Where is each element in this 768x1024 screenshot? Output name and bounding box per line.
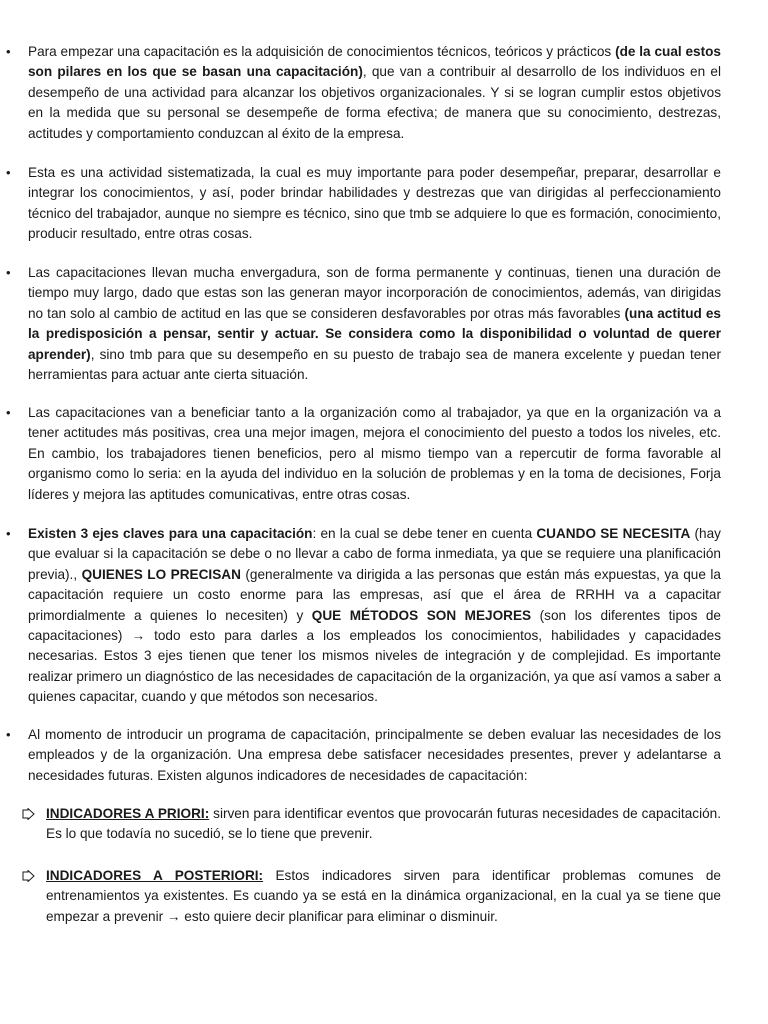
paragraph-text: (son los diferentes tipos de capacitaciones) → todo esto para darles a los empleados los conocimientos, habilidades y capacidades necesarias. Estos 3 ejes tienen que tener los mismos niveles de integración y de complejidad. Es importante realizar primero un diagnóstico de las necesidades de capacitación de la organización, ya que así vamos a saber a quienes capacitar, cuando y que métodos son necesarios.: [28, 607, 721, 705]
paragraph-text: (hay que evaluar si la capacitación se debe o no llevar a cabo de forma inmediata, ya que se requiere una planificación previa).,: [28, 526, 721, 582]
pointing-arrow-icon: [22, 808, 35, 820]
indicator-title: INDICADORES A PRIORI:: [46, 806, 210, 821]
paragraph-bold-text: (una actitud es la predisposición a pensar, sentir y actuar. Se considera como la disponibilidad o voluntad de querer aprender): [28, 305, 721, 362]
indicator-item-a-posteriori: [46, 866, 721, 927]
bullet-dot: •: [6, 405, 11, 420]
bullet-paragraph-6: [6, 725, 721, 786]
paragraph-text: Al momento de introducir un programa de capacitación, principalmente se deben evaluar las necesidades de los empleados y de la organización. Una empresa debe satisfacer necesidades presentes, prever y adelantarse a necesidades futuras. Existen algunos indicadores de necesidades de capacitación:: [28, 727, 721, 783]
bullet-dot: •: [6, 44, 11, 59]
paragraph-text: Las capacitaciones van a beneficiar tanto a la organización como al trabajador, ya que en la organización va a tener actitudes más positivas, crea una mejor imagen, mejora el conocimiento del puesto a todos los niveles, etc. En cambio, los trabajadores tienen beneficios, pero al mismo tiempo van a repercutir de forma favorable al organismo como lo seria: en la ayuda del individuo en la solución de problemas y en la toma de decisiones, Forja líderes y mejora las aptitudes comunicativas, entre otras cosas.: [28, 405, 721, 502]
paragraph-text: Para empezar una capacitación es la adquisición de conocimientos técnicos, teóricos y prácticos: [28, 44, 616, 59]
paragraph-bold-text: QUIENES LO PRECISAN: [81, 566, 241, 582]
indicator-text: Estos indicadores sirven para identificar problemas comunes de entrenamientos ya existentes. Es cuando ya se está en la dinámica organizacional, en la cual ya se tiene que empezar a prevenir → esto quiere decir planificar para eliminar o disminuir.: [46, 868, 721, 924]
bullet-dot: •: [6, 165, 11, 180]
bullet-paragraph-3: [6, 263, 721, 385]
paragraph-bold-text: (de la cual estos son pilares en los que se basan una capacitación): [28, 44, 721, 80]
bullet-paragraph-5: [6, 524, 721, 708]
bullet-dot: •: [6, 526, 11, 541]
paragraph-bold-text: QUE MÉTODOS SON MEJORES: [311, 607, 532, 623]
bullet-paragraph-2: [6, 163, 721, 245]
bullet-dot: •: [6, 727, 11, 742]
paragraph-text: , que van a contribuir al desarrollo de los individuos en el desempeño de una actividad para alcanzar los objetivos organizacionales. Y si se logran cumplir estos objetivos en la medida que su personal se desempeñe de forma efectiva; de manera que su conocimiento, destrezas, actitudes y comportamiento conduzcan al éxito de la empresa.: [28, 64, 721, 141]
paragraph-text: : en la cual se debe tener en cuenta: [312, 526, 537, 541]
pointing-arrow-icon: [22, 870, 35, 882]
bullet-paragraph-1: [6, 42, 721, 144]
indicator-text: sirven para identificar eventos que provocarán futuras necesidades de capacitación. Es lo que todavía no sucedió, se lo tiene que prevenir.: [46, 806, 721, 842]
paragraph-bold-text: Existen 3 ejes claves para una capacitación: [28, 526, 313, 541]
bullet-paragraph-4: [6, 403, 721, 505]
bullet-dot: •: [6, 265, 11, 280]
indicator-title: INDICADORES A POSTERIORI:: [46, 868, 264, 883]
paragraph-text: Las capacitaciones llevan mucha envergadura, son de forma permanente y continuas, tienen una duración de tiempo muy largo, dado que estas son las generan mayor incorporación de conocimientos, además, van dirigidas no tan solo al cambio de actitud en las que se consideren desfavorables por otras más favorables: [28, 265, 721, 321]
paragraph-text: (generalmente va dirigida a las personas que están más expuestas, ya que la capacitación requiere un costo enorme para las empresas, así que el área de RRHH va a capacitar primordialmente a quienes lo necesiten) y: [28, 566, 721, 623]
paragraph-text: , sino tmb para que su desempeño en su puesto de trabajo sea de manera excelente y puedan tener herramientas para actuar ante cierta situación.: [28, 346, 721, 383]
indicator-item-a-priori: [46, 804, 721, 845]
paragraph-bold-text: CUANDO SE NECESITA: [536, 526, 691, 541]
paragraph-text: Esta es una actividad sistematizada, la cual es muy importante para poder desempeñar, preparar, desarrollar e integrar los conocimientos, y así, poder brindar habilidades y destrezas que van dirigidas al perfeccionamiento técnico del trabajador, aunque no siempre es técnico, sino que tmb se adquiere lo que es formación, conocimiento, producir resultado, entre otras cosas.: [28, 165, 721, 242]
